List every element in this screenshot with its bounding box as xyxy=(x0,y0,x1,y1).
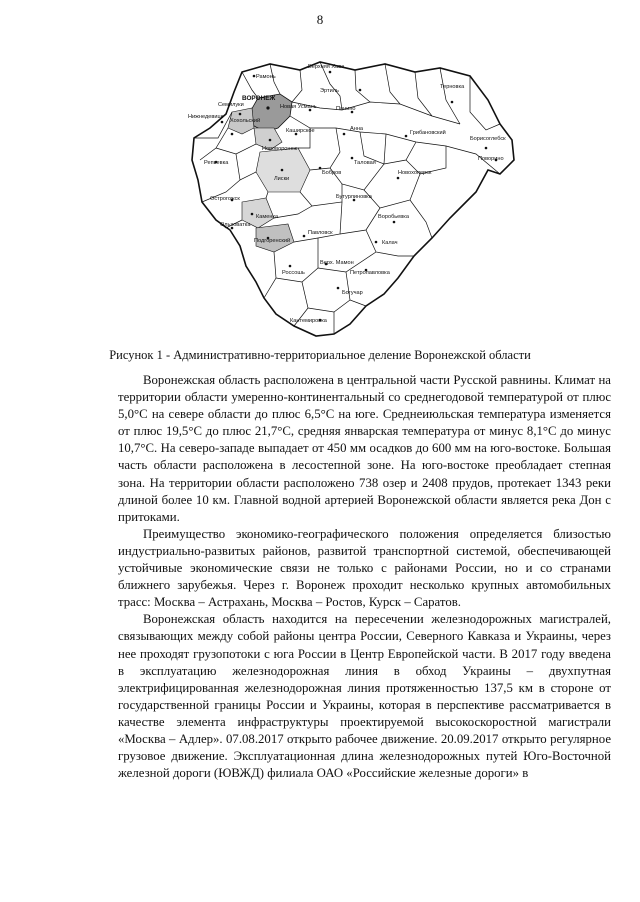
map-label: Семилуки xyxy=(218,102,244,108)
map-label: Каширское xyxy=(286,128,315,134)
paragraph: Преимущество экономико-географического положения определяется близостью индустриально-развитых районов, развитой транспортной системой, обеспечивающей устойчивые экономические связи не только с районами России, но и со странами ближнего зарубежья. Через г. Воронеж проходит несколько крупных автомобильных трасс: Москва – Астрахань, Москва – Ростов, Курск – Саратов. xyxy=(118,526,611,610)
map-label: Эртиль xyxy=(320,88,339,94)
map-label: Подгоренский xyxy=(254,238,291,244)
map-label: Калач xyxy=(382,240,398,246)
map-label: Нижнедевицк xyxy=(188,114,224,120)
map-label: Терновка xyxy=(440,84,465,90)
map-label: Ольховатка xyxy=(220,222,251,228)
map-label: Верхняя Хава xyxy=(308,64,345,70)
map-label: Воробьевка xyxy=(378,214,409,220)
map-label: Бобров xyxy=(322,170,342,176)
map-label: Острогожск xyxy=(210,196,240,202)
map-label: ВОРОНЕЖ xyxy=(242,95,276,102)
map-label: Верх. Мамон xyxy=(320,260,354,266)
map-label: Рамонь xyxy=(256,74,276,80)
map-label: Таловая xyxy=(354,160,376,166)
body-text xyxy=(118,372,611,782)
map-label: Каменка xyxy=(256,214,279,220)
page-number: 8 xyxy=(316,12,324,27)
map-label: Петропавловка xyxy=(350,270,390,276)
paragraph: Воронежская область находится на пересечении железнодорожных магистралей, связывающих между собой районы центра России, Северного Кавказа и Украины, через нее проходят грузопотоки с юга России в Центр Европейской части. В 2017 году введена в эксплуатацию железнодорожная линия в обход Украины – двухпутная электрифицированная железнодорожная линия протяженностью 137,5 км в стороне от государственной границы России и Украины, которая в перспективе рассматривается в качестве элемента инфраструктуры проектируемой высокоскоростной магистрали «Москва – Адлер». 07.08.2017 открыто рабочее движение. 20.09.2017 открыто регулярное грузовое движение. Эксплуатационная длина железнодорожных путей Юго-Восточной железной дороги (ЮВЖД) филиала ОАО «Российские железные дороги» в xyxy=(118,612,611,781)
map-label: Павловск xyxy=(308,230,333,236)
map-label: Борисоглебск xyxy=(470,136,506,142)
map-label: Поворино xyxy=(478,156,504,162)
map-label: Лиски xyxy=(274,176,290,182)
map-label: Анна xyxy=(350,126,364,132)
paragraph: Воронежская область расположена в центральной части Русской равнины. Климат на территории области умеренно-континентальный со среднегодовой температурой от плюс 5,0°С на севере области до плюс 6,5°С на юге. Среднеиюльская температура изменяется от плюс 19,5°С до плюс 21,7°С, средняя январская температура от минус 8,1°С до минус 10,7°С. На северо-западе выпадает от 450 мм осадков до 600 мм на юго-востоке. Большая часть области расположена в лесостепной зоне. На юго-востоке преобладает степная зона. На территории области расположено 738 озер и 2408 прудов, протекает 1343 реки длиной более 10 км. Главной водной артерией Воронежской области является река Дон с притоками. xyxy=(118,373,611,524)
map-label: Нововоронеж xyxy=(262,146,298,152)
map-label: Хохольский xyxy=(230,118,261,124)
region-map xyxy=(170,42,530,347)
map-label: Россошь xyxy=(282,270,305,276)
map-label: Богучар xyxy=(342,290,363,296)
map-label: Панино xyxy=(336,106,356,112)
map-label: Новая Усмань xyxy=(280,104,317,110)
figure-caption: Рисунок 1 - Административно-территориальное деление Воронежской области xyxy=(109,348,531,362)
map-label: Грибановский xyxy=(410,130,446,136)
map-label: Бутурлиновка xyxy=(336,194,372,200)
map-label: Кантемировка xyxy=(290,318,327,324)
map-label: Новохоперск xyxy=(398,170,432,176)
map-label: Репьевка xyxy=(204,160,229,166)
